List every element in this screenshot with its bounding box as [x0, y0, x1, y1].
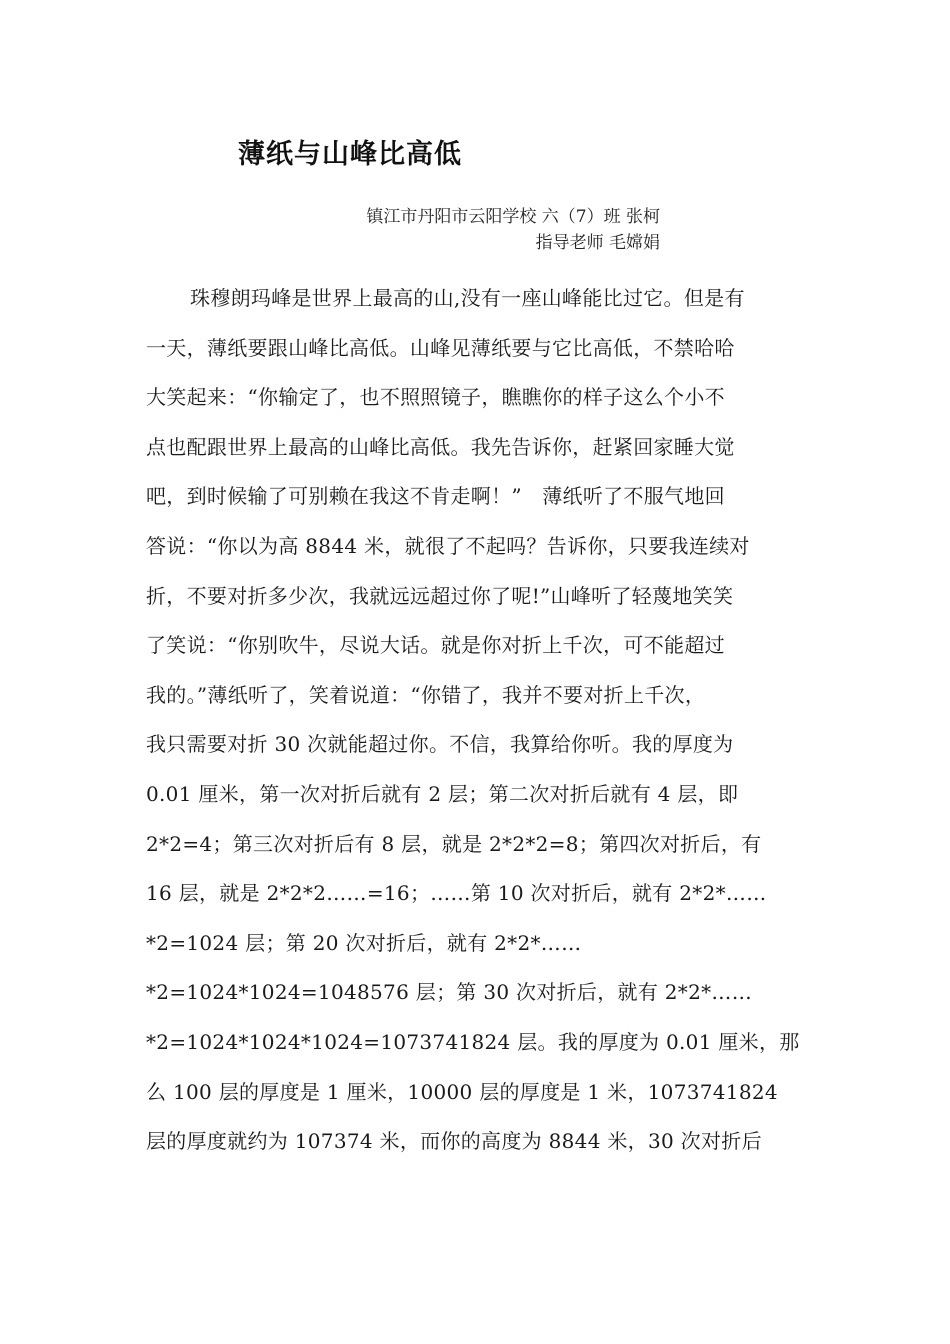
text-line: 0.01 厘米，第一次对折后就有 2 层；第二次对折后就有 4 层，即: [146, 781, 739, 806]
text-line: 我的。”薄纸听了，笑着说道：“你错了，我并不要对折上千次，: [146, 682, 706, 707]
text-line: 折，不要对折多少次，我就远远超过你了呢!”山峰听了轻蔑地笑笑: [146, 583, 734, 608]
text-line: 珠穆朗玛峰是世界上最高的山,没有一座山峰能比过它。但是有: [190, 286, 745, 310]
page-title: 薄纸与山峰比高低: [238, 139, 462, 170]
text-line: *2=1024*1024*1024=1073741824 层。我的厚度为 0.01 厘米，那: [146, 1029, 800, 1054]
text-line: 么 100 层的厚度是 1 厘米，10000 层的厚度是 1 米，1073741824: [146, 1079, 778, 1104]
text-line: *2=1024 层；第 20 次对折后，就有 2*2*……: [146, 930, 582, 955]
article-body: [146, 278, 816, 1171]
text-line: *2=1024*1024=1048576 层；第 30 次对折后，就有 2*2*……: [146, 980, 753, 1005]
text-line: 点也配跟世界上最高的山峰比高低。我先告诉你，赶紧回家睡大觉: [146, 434, 735, 459]
text-line: 我只需要对折 30 次就能超过你。不信，我算给你听。我的厚度为: [146, 732, 734, 757]
text-line: 吧，到时候输了可别赖在我这不肯走啊！” 薄纸听了不服气地回: [146, 484, 725, 509]
text-line: 16 层，就是 2*2*2……=16；……第 10 次对折后，就有 2*2*……: [146, 881, 767, 906]
text-line: 大笑起来：“你输定了，也不照照镜子，瞧瞧你的样子这么个小不: [146, 385, 725, 410]
author-school-line: 镇江市丹阳市云阳学校 六（7）班 张柯: [366, 207, 660, 227]
text-line: 一天，薄纸要跟山峰比高低。山峰见薄纸要与它比高低，不禁哈哈: [146, 335, 735, 360]
text-line: 了笑说：“你别吹牛，尽说大话。就是你对折上千次，可不能超过: [146, 633, 725, 658]
text-line: 2*2=4；第三次对折后有 8 层，就是 2*2*2=8；第四次对折后，有: [146, 831, 762, 856]
teacher-line: 指导老师 毛嫦娟: [535, 233, 660, 253]
text-line: 答说：“你以为高 8844 米，就很了不起吗？告诉你，只要我连续对: [146, 533, 750, 558]
text-line: 层的厚度就约为 107374 米，而你的高度为 8844 米，30 次对折后: [146, 1129, 762, 1154]
